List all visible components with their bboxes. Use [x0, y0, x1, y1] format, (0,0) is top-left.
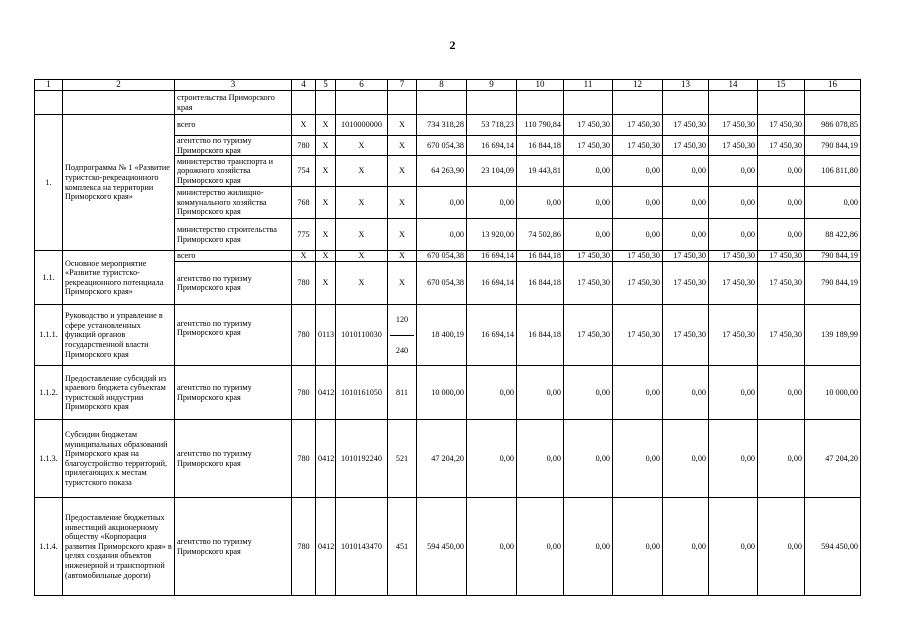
column-header: 3	[175, 80, 292, 91]
executor-cell: агентство по туризму Приморского края	[175, 136, 292, 156]
table-row	[35, 498, 861, 596]
value-cell: 17 450,30	[709, 136, 758, 156]
value-cell: 106 811,80	[805, 156, 861, 187]
value-cell: 17 450,30	[709, 251, 758, 262]
value-cell: 17 450,30	[709, 305, 758, 366]
value-cell: 0,00	[417, 187, 467, 219]
column-header: 7	[388, 80, 417, 91]
value-cell: 18 400,19	[417, 305, 467, 366]
value-cell: 0,00	[417, 219, 467, 251]
value-cell: 790 844,19	[805, 136, 861, 156]
grbs-cell: 780	[292, 136, 316, 156]
code-cell: 1.1.1.	[35, 305, 63, 366]
value-cell: 17 450,30	[613, 305, 663, 366]
value-cell: 17 450,30	[758, 115, 805, 136]
value-cell: 17 450,30	[758, 305, 805, 366]
executor-cell: агентство по туризму Приморского края	[175, 366, 292, 420]
rz-cell: X	[316, 219, 336, 251]
column-header: 8	[417, 80, 467, 91]
executor-cell: строительства Приморского края	[175, 91, 292, 115]
value-cell: 16 844,18	[517, 251, 564, 262]
value-cell: 17 450,30	[709, 262, 758, 305]
code-cell: 1.1.3.	[35, 420, 63, 498]
value-cell: 16 694,14	[467, 305, 517, 366]
value-cell: 110 790,84	[517, 115, 564, 136]
name-cell: Основное мероприятие «Развитие туристско-рекреационного потенциала Приморского края»	[63, 251, 175, 305]
value-cell: 17 450,30	[564, 251, 613, 262]
value-cell: 0,00	[758, 498, 805, 596]
value-cell: 17 450,30	[564, 262, 613, 305]
value-cell: 17 450,30	[663, 115, 709, 136]
executor-cell: министерство транспорта и дорожного хозяйства Приморского края	[175, 156, 292, 187]
grbs-cell: 768	[292, 187, 316, 219]
value-cell: 17 450,30	[663, 136, 709, 156]
column-header: 1	[35, 80, 63, 91]
name-cell: Руководство и управление в сфере установленных функций органов государственной власти Приморского края	[63, 305, 175, 366]
value-cell: 0,00	[709, 366, 758, 420]
value-cell: 64 263,90	[417, 156, 467, 187]
column-header: 6	[336, 80, 388, 91]
value-cell: 0,00	[663, 156, 709, 187]
name-cell: Предоставление бюджетных инвестиций акционерному обществу «Корпорация развития Приморского края» в целях создания объектов инженерной и транспортной (автомобильные дороги)	[63, 498, 175, 596]
value-cell: 17 450,30	[564, 136, 613, 156]
value-cell: 17 450,30	[758, 251, 805, 262]
rz-cell: 0412	[316, 366, 336, 420]
column-header: 4	[292, 80, 316, 91]
vr-cell: X	[388, 219, 417, 251]
csr-cell: 1010161050	[336, 366, 388, 420]
header-row	[35, 80, 861, 91]
csr-cell: 1010192240	[336, 420, 388, 498]
value-cell: 0,00	[758, 219, 805, 251]
value-cell: 0,00	[517, 420, 564, 498]
value-cell: 0,00	[758, 366, 805, 420]
value-cell: 16 844,18	[517, 136, 564, 156]
value-cell: 0,00	[564, 366, 613, 420]
executor-cell: агентство по туризму Приморского края	[175, 262, 292, 305]
table-row	[35, 91, 861, 115]
table-row	[35, 115, 861, 136]
vr-cell: X	[388, 251, 417, 262]
value-cell: 0,00	[564, 156, 613, 187]
value-cell: 0,00	[467, 498, 517, 596]
page-number: 2	[449, 38, 456, 52]
column-header: 11	[564, 80, 613, 91]
value-cell: 0,00	[564, 219, 613, 251]
vr-split-cell	[388, 305, 417, 366]
value-cell: 0,00	[805, 187, 861, 219]
value-cell: 0,00	[613, 498, 663, 596]
name-cell: Субсидии бюджетам муниципальных образований Приморского края на благоустройство территорий, прилегающих к местам туристского показа	[63, 420, 175, 498]
column-header: 13	[663, 80, 709, 91]
column-header: 15	[758, 80, 805, 91]
column-header: 2	[63, 80, 175, 91]
column-header: 16	[805, 80, 861, 91]
value-cell: 0,00	[709, 187, 758, 219]
value-cell: 0,00	[758, 156, 805, 187]
table-row	[35, 251, 861, 262]
value-cell: 23 104,09	[467, 156, 517, 187]
vr-cell: X	[388, 136, 417, 156]
rz-cell: X	[316, 262, 336, 305]
code-cell: 1.1.2.	[35, 366, 63, 420]
value-cell: 0,00	[663, 420, 709, 498]
value-cell: 16 694,14	[467, 251, 517, 262]
value-cell: 0,00	[564, 498, 613, 596]
grbs-cell: 775	[292, 219, 316, 251]
value-cell: 0,00	[663, 219, 709, 251]
grbs-cell: X	[292, 251, 316, 262]
code-cell: 1.1.	[35, 251, 63, 305]
value-cell: 0,00	[663, 498, 709, 596]
column-header: 5	[316, 80, 336, 91]
rz-cell: X	[316, 136, 336, 156]
value-cell: 0,00	[709, 498, 758, 596]
csr-cell: X	[336, 136, 388, 156]
executor-cell: всего	[175, 251, 292, 262]
value-cell: 17 450,30	[564, 305, 613, 366]
value-cell: 17 450,30	[709, 115, 758, 136]
value-cell: 0,00	[467, 366, 517, 420]
value-cell: 19 443,81	[517, 156, 564, 187]
value-cell: 88 422,86	[805, 219, 861, 251]
budget-table	[34, 79, 861, 596]
rz-cell: 0412	[316, 498, 336, 596]
value-cell: 17 450,30	[663, 251, 709, 262]
value-cell: 0,00	[613, 420, 663, 498]
value-cell: 139 189,99	[805, 305, 861, 366]
rz-cell: X	[316, 251, 336, 262]
value-cell: 0,00	[517, 366, 564, 420]
value-cell: 16 844,18	[517, 262, 564, 305]
value-cell: 0,00	[709, 219, 758, 251]
grbs-cell: 780	[292, 366, 316, 420]
rz-cell: X	[316, 156, 336, 187]
csr-cell: 1010110030	[336, 305, 388, 366]
column-header: 10	[517, 80, 564, 91]
name-cell: Предоставление субсидий из краевого бюджета субъектам туристской индустрии Приморского края	[63, 366, 175, 420]
vr-cell: 811	[388, 366, 417, 420]
column-header: 12	[613, 80, 663, 91]
grbs-cell: 780	[292, 262, 316, 305]
executor-cell: министерство строительства Приморского края	[175, 219, 292, 251]
grbs-cell: 754	[292, 156, 316, 187]
value-cell: 17 450,30	[663, 262, 709, 305]
csr-cell: 1010000000	[336, 115, 388, 136]
grbs-cell: 780	[292, 498, 316, 596]
grbs-cell: 780	[292, 420, 316, 498]
value-cell: 0,00	[613, 366, 663, 420]
rz-cell: X	[316, 187, 336, 219]
value-cell: 0,00	[467, 187, 517, 219]
executor-cell: агентство по туризму Приморского края	[175, 420, 292, 498]
vr-cell: X	[388, 115, 417, 136]
value-cell: 670 054,38	[417, 136, 467, 156]
value-cell: 17 450,30	[758, 136, 805, 156]
csr-cell: X	[336, 187, 388, 219]
value-cell: 47 204,20	[805, 420, 861, 498]
name-cell: Подпрограмма № 1 «Развитие туристско-рекреационного комплекса на территории Приморского края»	[63, 115, 175, 251]
vr-cell: 521	[388, 420, 417, 498]
table-row	[35, 305, 861, 366]
csr-cell: X	[336, 219, 388, 251]
rz-cell: 0412	[316, 420, 336, 498]
value-cell: 0,00	[709, 420, 758, 498]
csr-cell: X	[336, 251, 388, 262]
value-cell: 17 450,30	[613, 115, 663, 136]
value-cell: 790 844,19	[805, 262, 861, 305]
executor-cell: агентство по туризму Приморского края	[175, 498, 292, 596]
vr-cell: 240	[390, 335, 414, 366]
value-cell: 0,00	[613, 156, 663, 187]
value-cell: 16 844,18	[517, 305, 564, 366]
value-cell: 0,00	[663, 187, 709, 219]
value-cell: 16 694,14	[467, 136, 517, 156]
rz-cell: X	[316, 115, 336, 136]
value-cell: 17 450,30	[613, 251, 663, 262]
code-cell: 1.	[35, 115, 63, 251]
value-cell: 0,00	[709, 156, 758, 187]
value-cell: 0,00	[758, 420, 805, 498]
value-cell: 734 318,28	[417, 115, 467, 136]
rz-cell: 0113	[316, 305, 336, 366]
csr-cell: X	[336, 156, 388, 187]
vr-cell: X	[388, 262, 417, 305]
vr-cell: X	[388, 156, 417, 187]
value-cell: 16 694,14	[467, 262, 517, 305]
table-row	[35, 366, 861, 420]
executor-cell: министерство жилищно-коммунального хозяйства Приморского края	[175, 187, 292, 219]
vr-cell: 451	[388, 498, 417, 596]
value-cell: 0,00	[564, 187, 613, 219]
vr-cell: 120	[395, 315, 409, 325]
vr-cell: X	[388, 187, 417, 219]
value-cell: 670 054,38	[417, 251, 467, 262]
value-cell: 0,00	[517, 498, 564, 596]
csr-cell: X	[336, 262, 388, 305]
value-cell: 10 000,00	[805, 366, 861, 420]
value-cell: 17 450,30	[613, 136, 663, 156]
code-cell: 1.1.4.	[35, 498, 63, 596]
value-cell: 17 450,30	[613, 262, 663, 305]
grbs-cell: 780	[292, 305, 316, 366]
value-cell: 53 718,23	[467, 115, 517, 136]
value-cell: 74 502,86	[517, 219, 564, 251]
value-cell: 10 000,00	[417, 366, 467, 420]
value-cell: 0,00	[467, 420, 517, 498]
value-cell: 0,00	[613, 187, 663, 219]
value-cell: 594 450,00	[417, 498, 467, 596]
value-cell: 0,00	[758, 187, 805, 219]
column-header: 9	[467, 80, 517, 91]
value-cell: 0,00	[564, 420, 613, 498]
value-cell: 17 450,30	[564, 115, 613, 136]
value-cell: 17 450,30	[663, 305, 709, 366]
grbs-cell: X	[292, 115, 316, 136]
executor-cell: агентство по туризму Приморского края	[175, 305, 292, 366]
value-cell: 0,00	[663, 366, 709, 420]
value-cell: 17 450,30	[758, 262, 805, 305]
value-cell: 986 078,85	[805, 115, 861, 136]
value-cell: 790 844,19	[805, 251, 861, 262]
column-header: 14	[709, 80, 758, 91]
value-cell: 0,00	[613, 219, 663, 251]
value-cell: 13 920,00	[467, 219, 517, 251]
executor-cell: всего	[175, 115, 292, 136]
value-cell: 47 204,20	[417, 420, 467, 498]
value-cell: 594 450,00	[805, 498, 861, 596]
table-row	[35, 420, 861, 498]
value-cell: 0,00	[517, 187, 564, 219]
csr-cell: 1010143470	[336, 498, 388, 596]
value-cell: 670 054,38	[417, 262, 467, 305]
